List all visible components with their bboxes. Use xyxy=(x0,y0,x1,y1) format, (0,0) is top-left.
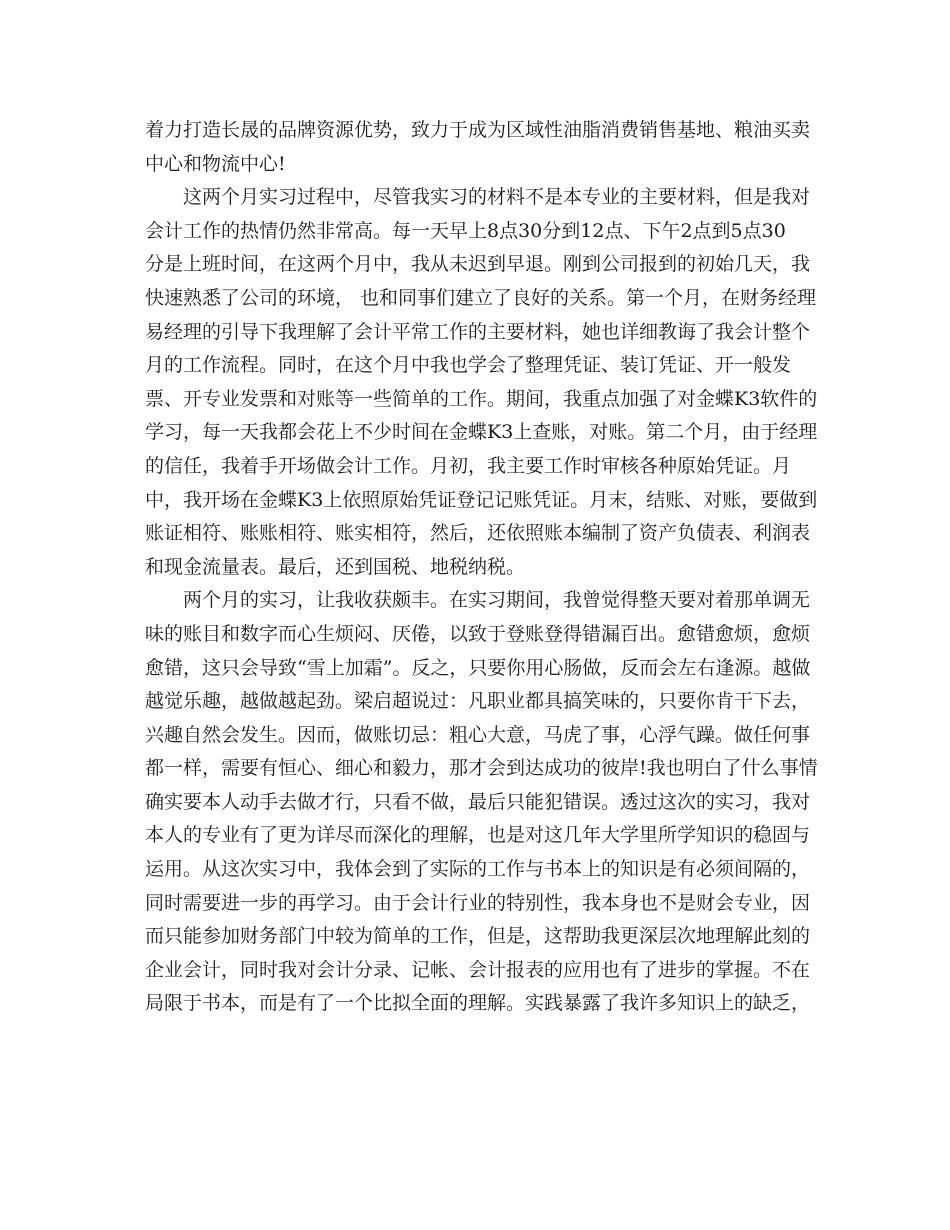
paragraph-start-line: 这两个月实习过程中，尽管我实习的材料不是本专业的主要材料，但是我对 xyxy=(183,186,811,209)
text-line: 的信任，我着手开场做会计工作。月初，我主要工作时审核各种原始凭证。月 xyxy=(145,454,792,477)
text-line: 越觉乐趣，越做越起劲。梁启超说过：凡职业都具搞笑味的，只要你肯干下去， xyxy=(145,690,811,713)
text-line: 快速熟悉了公司的环境， 也和同事们建立了良好的关系。第一个月，在财务经理 xyxy=(145,286,817,309)
text-line: 兴趣自然会发生。因而，做账切忌：粗心大意，马虎了事，心浮气躁。做任何事 xyxy=(145,723,811,746)
text-line: 中，我开场在金蝶K3上依照原始凭证登记记账凭证。月末，结账、对账，要做到 xyxy=(145,488,818,511)
text-line: 票、开专业发票和对账等一些简单的工作。期间，我重点加强了对金蝶K3软件的 xyxy=(145,387,818,410)
text-line: 账证相符、账账相符、账实相符，然后，还依照账本编制了资产负债表、利润表 xyxy=(145,522,811,545)
text-line: 而只能参加财务部门中较为简单的工作，但是，这帮助我更深层次地理解此刻的 xyxy=(145,925,811,948)
text-line: 同时需要进一步的再学习。由于会计行业的特别性，我本身也不是财会专业，因 xyxy=(145,891,811,914)
text-line: 学习，每一天我都会花上不少时间在金蝶K3上查账，对账。第二个月，由于经理 xyxy=(145,421,818,444)
text-line: 会计工作的热情仍然非常高。每一天早上8点30分到12点、下午2点到5点30 xyxy=(145,219,786,242)
body-text xyxy=(145,114,825,1021)
text-line: 企业会计，同时我对会计分录、记帐、会计报表的应用也有了进步的掌握。不在 xyxy=(145,958,811,981)
text-line: 中心和物流中心! xyxy=(145,152,286,175)
text-line: 月的工作流程。同时，在这个月中我也学会了整理凭证、装订凭证、开一般发 xyxy=(145,354,792,377)
text-line: 和现金流量表。最后，还到国税、地税纳税。 xyxy=(145,555,526,578)
text-line: 局限于书本，而是有了一个比拟全面的理解。实践暴露了我许多知识上的缺乏， xyxy=(145,992,811,1015)
paragraph-start-line: 两个月的实习，让我收获颇丰。在实习期间，我曾觉得整天要对着那单调无 xyxy=(183,589,811,612)
text-line: 确实要本人动手去做才行，只看不做，最后只能犯错误。透过这次的实习，我对 xyxy=(145,790,811,813)
text-line: 愈错，这只会导致“雪上加霜”。反之，只要你用心肠做，反而会左右逢源。越做 xyxy=(145,656,811,679)
text-line: 易经理的引导下我理解了会计平常工作的主要材料，她也详细教诲了我会计整个 xyxy=(145,320,811,343)
text-line: 味的账目和数字而心生烦闷、厌倦，以致于登账登得错漏百出。愈错愈烦，愈烦 xyxy=(145,622,811,645)
text-line: 本人的专业有了更为详尽而深化的理解，也是对这几年大学里所学知识的稳固与 xyxy=(145,824,811,847)
text-line: 分是上班时间，在这两个月中，我从未迟到早退。刚到公司报到的初始几天，我 xyxy=(145,253,811,276)
text-line: 运用。从这次实习中，我体会到了实际的工作与书本上的知识是有必须间隔的， xyxy=(145,858,811,881)
text-line: 都一样，需要有恒心、细心和毅力，那才会到达成功的彼岸!我也明白了什么事情 xyxy=(145,757,818,780)
text-line: 着力打造长晟的品牌资源优势，致力于成为区域性油脂消费销售基地、粮油买卖 xyxy=(145,119,811,141)
